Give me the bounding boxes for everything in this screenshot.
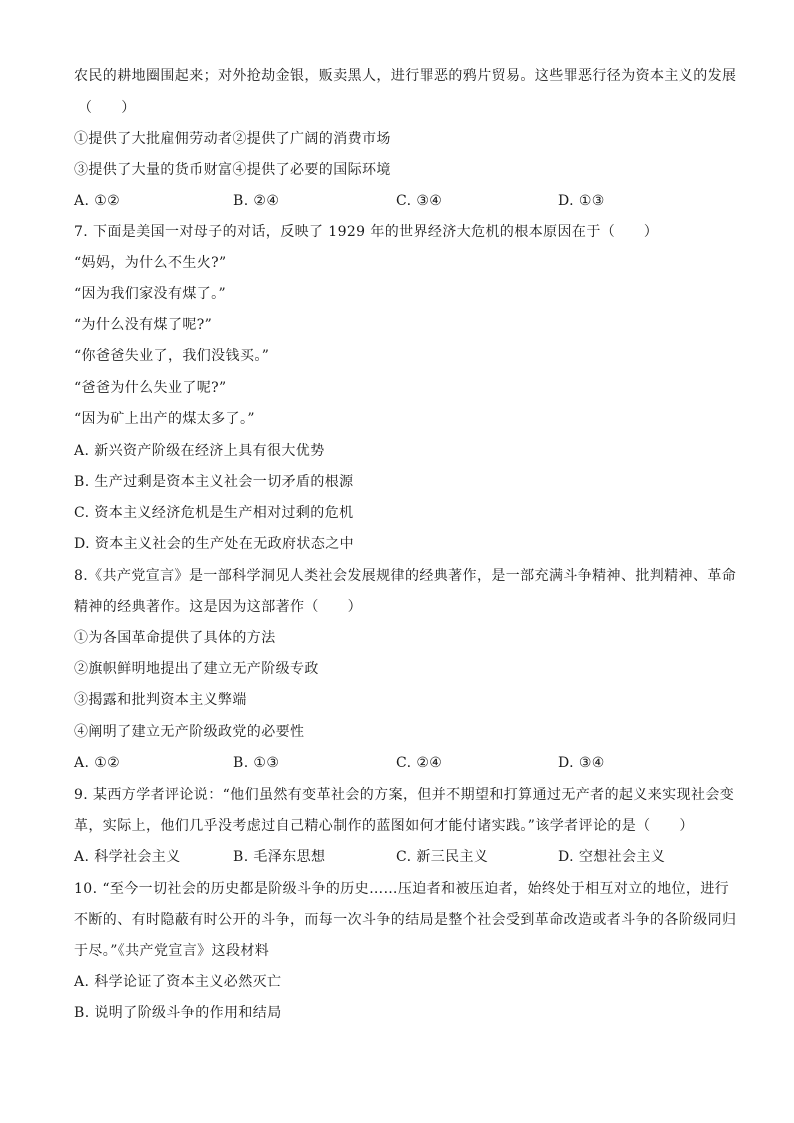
question-6-answer-blank: （ ） xyxy=(78,100,136,116)
question-6-option-c: C. ③④ xyxy=(396,193,443,209)
question-6-option-b: B. ②④ xyxy=(233,193,280,209)
question-6-option-a: A. ①② xyxy=(74,193,121,209)
question-8-item-3: ③揭露和批判资本主义弊端 xyxy=(74,692,247,708)
question-8-option-c: C. ②④ xyxy=(396,755,443,771)
question-8-item-2: ②旗帜鲜明地提出了建立无产阶级专政 xyxy=(74,661,319,677)
question-9-stem-line-2: 革，实际上，他们几乎没考虑过自己精心制作的蓝图如何才能付诸实践。”该学者评论的是（ ） xyxy=(74,818,694,834)
question-7-stem: 7. 下面是美国一对母子的对话，反映了 1929 年的世界经济大危机的根本原因在于（ ） xyxy=(74,224,659,240)
question-10-stem-line-3: 于尽。”《共产党宣言》这段材料 xyxy=(74,943,270,959)
question-9-option-a: A. 科学社会主义 xyxy=(74,849,181,865)
question-8-item-1: ①为各国革命提供了具体的方法 xyxy=(74,630,276,646)
question-8-stem-line-1: 8.《共产党宣言》是一部科学洞见人类社会发展规律的经典著作，是一部充满斗争精神、批判精神、革命 xyxy=(74,568,737,584)
question-7-option-b: B. 生产过剩是资本主义社会一切矛盾的根源 xyxy=(74,474,354,490)
question-10-option-b: B. 说明了阶级斗争的作用和结局 xyxy=(74,1005,282,1021)
question-9-option-b: B. 毛泽东思想 xyxy=(233,849,326,865)
question-7-dialogue-line: “爸爸为什么失业了呢?” xyxy=(74,380,227,396)
question-8-option-b: B. ①③ xyxy=(233,755,280,771)
question-10-option-a: A. 科学论证了资本主义必然灭亡 xyxy=(74,974,282,990)
question-8-option-a: A. ①② xyxy=(74,755,121,771)
question-7-option-a: A. 新兴资产阶级在经济上具有很大优势 xyxy=(74,443,325,459)
question-6-option-d: D. ①③ xyxy=(558,193,605,209)
question-7-option-d: D. 资本主义社会的生产处在无政府状态之中 xyxy=(74,536,355,552)
question-10-stem-line-2: 不断的、有时隐蔽有时公开的斗争，而每一次斗争的结局是整个社会受到革命改造或者斗争的各阶级同归 xyxy=(74,912,737,928)
question-7-dialogue-line: “因为我们家没有煤了。” xyxy=(74,286,227,302)
question-9-option-c: C. 新三民主义 xyxy=(396,849,489,865)
question-9-stem-line-1: 9. 某西方学者评论说：“他们虽然有变革社会的方案，但并不期望和打算通过无产者的起义来实现社会变 xyxy=(74,787,735,803)
question-7-option-c: C. 资本主义经济危机是生产相对过剩的危机 xyxy=(74,505,354,521)
question-7-dialogue-line: “你爸爸失业了，我们没钱买。” xyxy=(74,348,270,364)
question-6-item-2: ③提供了大量的货币财富④提供了必要的国际环境 xyxy=(74,162,391,178)
question-7-dialogue-line: “为什么没有煤了呢?” xyxy=(74,317,213,333)
question-10-stem-line-1: 10. “至今一切社会的历史都是阶级斗争的历史……压迫者和被压迫者，始终处于相互对立的地位，进行 xyxy=(74,881,730,897)
question-8-option-d: D. ③④ xyxy=(558,755,605,771)
question-6-item-1: ①提供了大批雇佣劳动者②提供了广阔的消费市场 xyxy=(74,131,391,147)
question-7-dialogue-line: “妈妈，为什么不生火?” xyxy=(74,255,227,271)
question-6-stem-line-1: 农民的耕地圈围起来；对外抢劫金银，贩卖黑人，进行罪恶的鸦片贸易。这些罪恶行径为资本主义的发展 xyxy=(74,68,737,84)
question-8-item-4: ④阐明了建立无产阶级政党的必要性 xyxy=(74,724,305,740)
question-8-stem-line-2: 精神的经典著作。这是因为这部著作（ ） xyxy=(74,599,362,615)
question-9-option-d: D. 空想社会主义 xyxy=(558,849,666,865)
question-7-dialogue-line: “因为矿上出产的煤太多了。” xyxy=(74,411,255,427)
